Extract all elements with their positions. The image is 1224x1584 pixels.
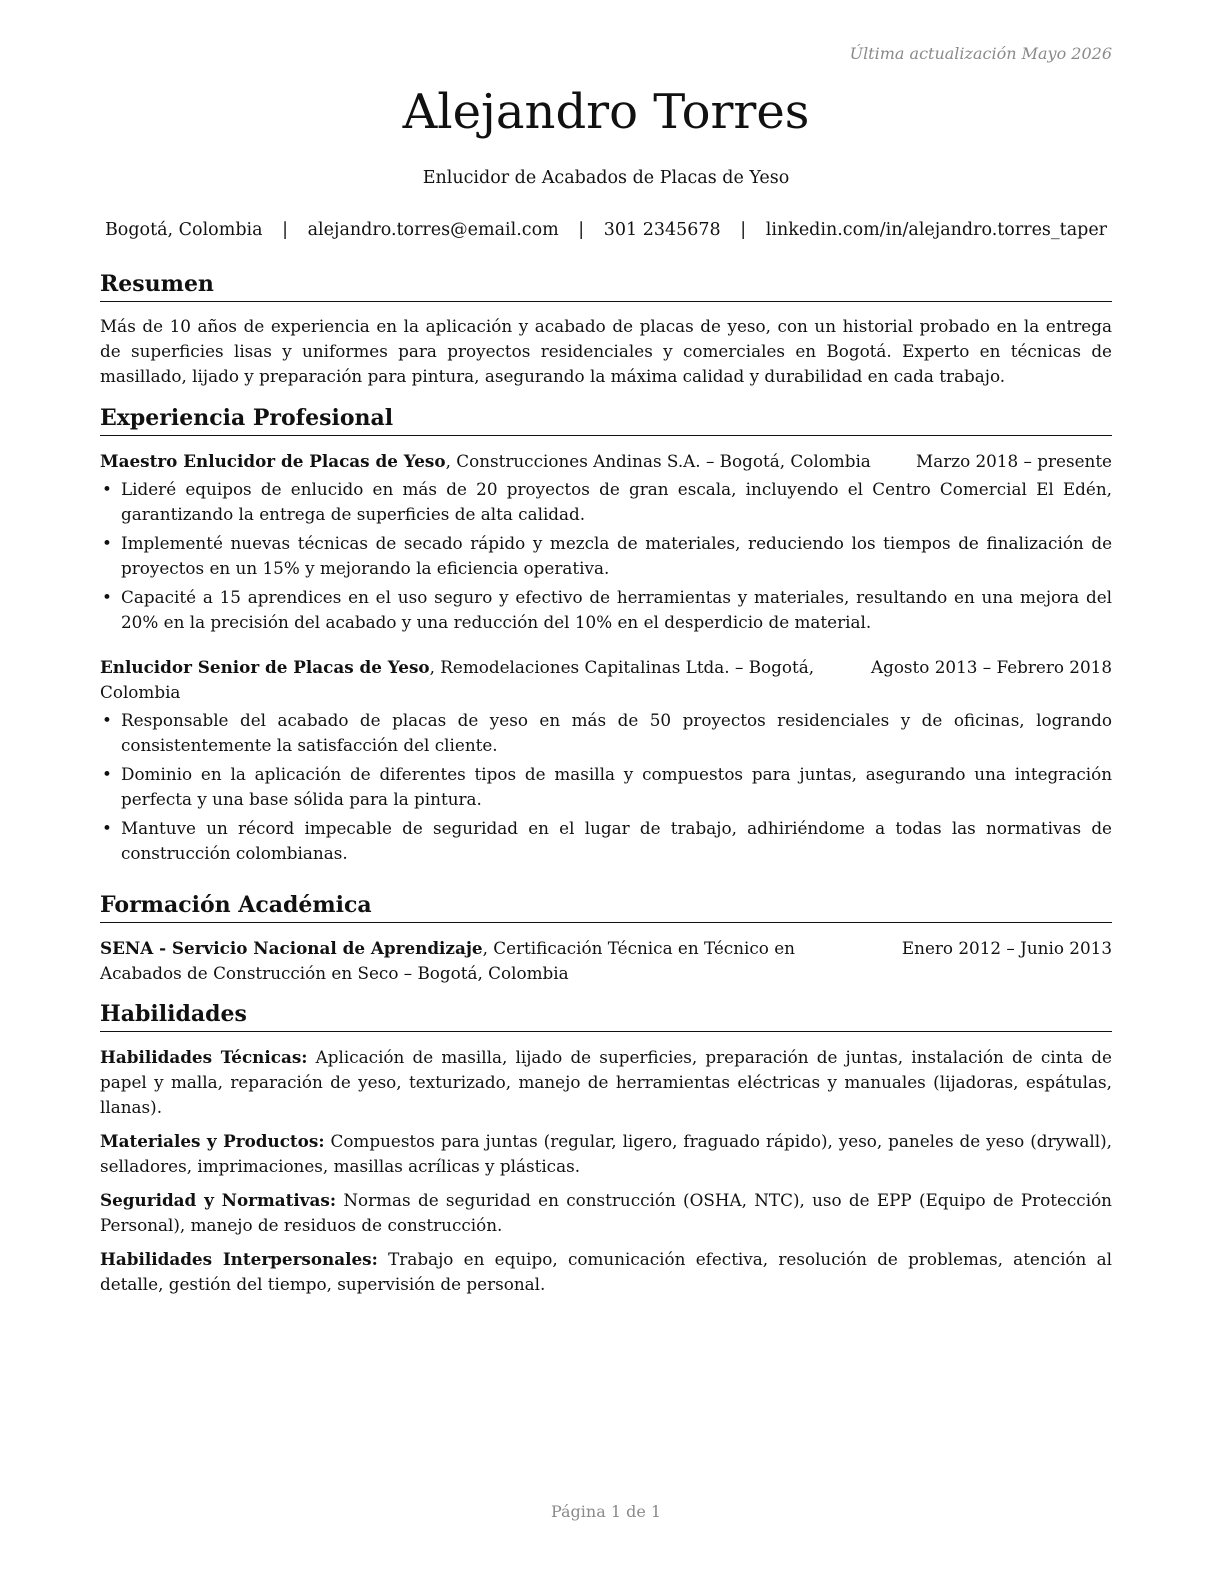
bullet-icon: • — [102, 763, 112, 784]
list-item: • Mantuve un récord impecable de seguridad en el lugar de trabajo, adhiriéndome a todas las normativas de construcción colombianas. — [102, 817, 1112, 863]
candidate-role: Enlucidor de Acabados de Placas de Yeso — [422, 168, 790, 188]
bullet-icon: • — [102, 709, 112, 730]
job-entry — [100, 655, 1112, 866]
page-number: Página 1 de 1 — [550, 1502, 662, 1521]
job-dates: Agosto 2013 – Febrero 2018 — [870, 656, 1112, 677]
skill-text: Trabajo en equipo, comunicación efectiva, resolución de problemas, atención al detalle, gestión del tiempo, supervisión de personal. — [100, 1248, 1112, 1294]
job-company: , Construcciones Andinas S.A. – Bogotá, Colombia — [445, 450, 871, 471]
job-position: Enlucidor Senior de Placas de Yeso — [100, 656, 430, 677]
job-header — [100, 655, 1112, 705]
skill-item — [100, 1247, 1112, 1297]
education-dates: Enero 2012 – Junio 2013 — [901, 937, 1112, 958]
contact-separator: | — [282, 220, 289, 240]
skill-label: Seguridad y Normativas: — [100, 1189, 337, 1210]
skill-label: Habilidades Técnicas: — [100, 1046, 308, 1067]
contact-location: Bogotá, Colombia — [104, 220, 263, 240]
candidate-name: Alejandro Torres — [402, 84, 810, 140]
job-bullets — [100, 477, 1112, 635]
bullet-icon: • — [102, 478, 112, 499]
job-dates: Marzo 2018 – presente — [916, 450, 1112, 471]
education-section — [100, 891, 1112, 986]
section-title: Experiencia Profesional — [100, 404, 1112, 436]
contact-linkedin[interactable]: linkedin.com/in/alejandro.torres_taper — [765, 220, 1108, 240]
contact-separator: | — [740, 220, 747, 240]
bullet-icon: • — [102, 586, 112, 607]
skills-section — [100, 1000, 1112, 1306]
contact-email[interactable]: alejandro.torres@email.com — [307, 220, 559, 240]
list-item: • Capacité a 15 aprendices en el uso seguro y efectivo de herramientas y materiales, resultando en una mejora del 20% en la precisión del acabado y una reducción del 10% en el desperdicio de material. — [102, 586, 1112, 632]
contact-separator: | — [578, 220, 585, 240]
skill-text: Aplicación de masilla, lijado de superficies, preparación de juntas, instalación de cinta de papel y malla, reparación de yeso, texturizado, manejo de herramientas eléctricas y manuales (lijadoras, espátulas, llanas). — [100, 1046, 1112, 1117]
skills-list — [100, 1045, 1112, 1297]
job-company: , Remodelaciones Capitalinas Ltda. – Bogotá, Colombia — [100, 656, 815, 702]
list-item: • Implementé nuevas técnicas de secado rápido y mezcla de materiales, reduciendo los tiempos de finalización de proyectos en un 15% y mejorando la eficiencia operativa. — [102, 532, 1112, 578]
section-title: Habilidades — [100, 1000, 1112, 1032]
bullet-icon: • — [102, 532, 112, 553]
education-institution: SENA - Servicio Nacional de Aprendizaje — [100, 937, 483, 958]
summary-text: Más de 10 años de experiencia en la aplicación y acabado de placas de yeso, con un historial probado en la entrega de superficies lisas y uniformes para proyectos residenciales y comerciales en Bogotá. Experto en técnicas de masillado, lijado y preparación para pintura, asegurando la máxima calidad y durabilidad en cada trabajo. — [100, 315, 1112, 386]
section-title: Formación Académica — [100, 891, 1112, 923]
list-item: • Lideré equipos de enlucido en más de 20 proyectos de gran escala, incluyendo el Centro Comercial El Edén, garantizando la entrega de superficies de alta calidad. — [102, 478, 1112, 524]
contact-line — [100, 220, 1112, 240]
skill-text: Normas de seguridad en construcción (OSHA, NTC), uso de EPP (Equipo de Protección Personal), manejo de residuos de construcción. — [100, 1189, 1112, 1235]
skill-label: Materiales y Productos: — [100, 1130, 325, 1151]
job-header — [100, 449, 1112, 474]
job-entry — [100, 449, 1112, 635]
section-title: Resumen — [100, 270, 1112, 302]
list-item: • Dominio en la aplicación de diferentes tipos de masilla y compuestos para juntas, asegurando una integración perfecta y una base sólida para la pintura. — [102, 763, 1112, 809]
summary-section — [100, 270, 1112, 389]
list-item: • Responsable del acabado de placas de yeso en más de 50 proyectos residenciales y de oficinas, logrando consistentemente la satisfacción del cliente. — [102, 709, 1112, 755]
skill-item — [100, 1129, 1112, 1179]
last-updated: Última actualización Mayo 2026 — [849, 44, 1112, 63]
job-position: Maestro Enlucidor de Placas de Yeso — [100, 450, 446, 471]
skill-text: Compuestos para juntas (regular, ligero, fraguado rápido), yeso, paneles de yeso (drywall), selladores, imprimaciones, masillas acrílicas y plásticas. — [100, 1130, 1113, 1176]
bullet-icon: • — [102, 817, 112, 838]
education-entry — [100, 936, 1112, 986]
skill-item — [100, 1045, 1112, 1120]
job-bullets — [100, 708, 1112, 866]
skill-label: Habilidades Interpersonales: — [100, 1248, 378, 1269]
education-detail: , Certificación Técnica en Técnico en Acabados de Construcción en Seco – Bogotá, Colombia — [100, 937, 795, 983]
resume-page — [100, 0, 1112, 1584]
skill-item — [100, 1188, 1112, 1238]
experience-section — [100, 404, 1112, 870]
contact-phone: 301 2345678 — [603, 220, 721, 240]
